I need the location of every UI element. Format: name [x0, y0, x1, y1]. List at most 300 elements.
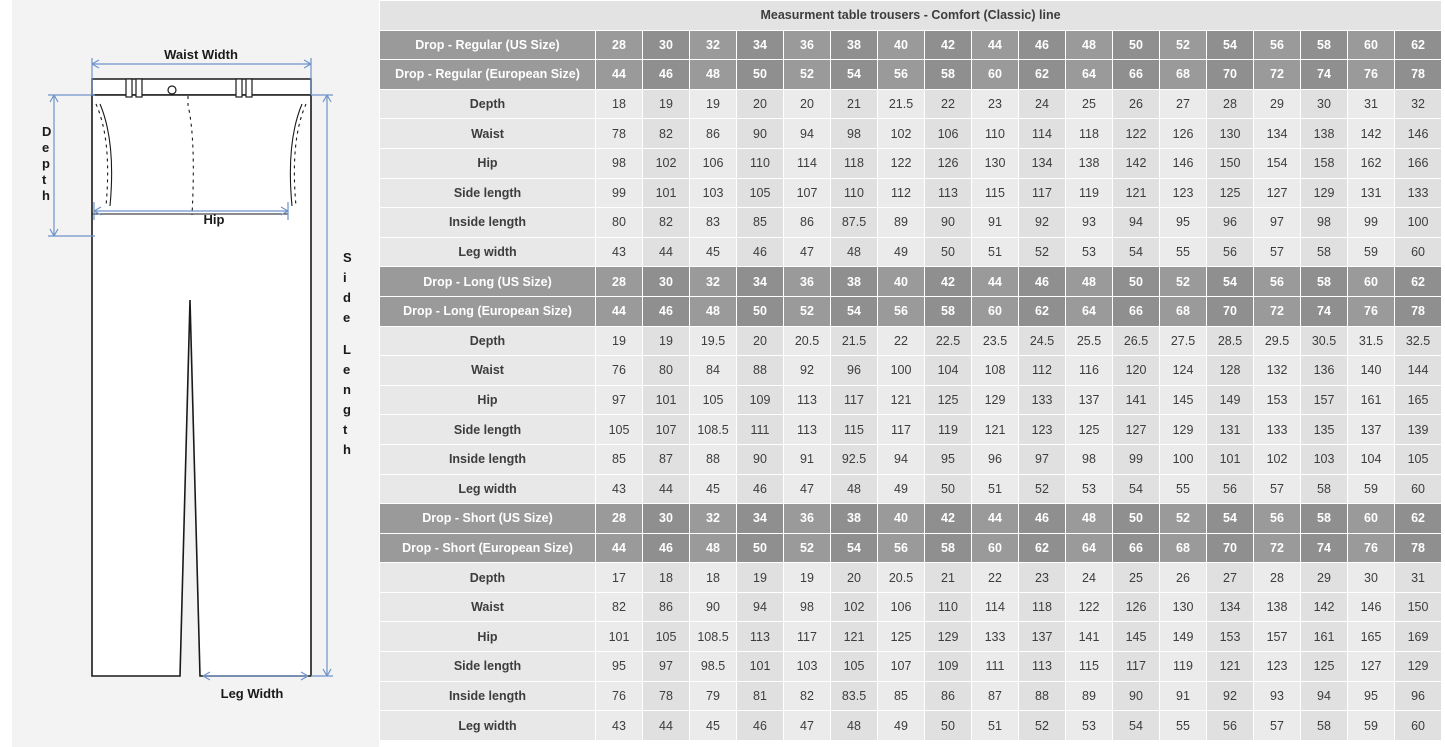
cell: 20: [784, 89, 831, 119]
cell: 90: [925, 208, 972, 238]
cell: 42: [925, 30, 972, 60]
cell: 107: [643, 415, 690, 445]
cell: 95: [925, 444, 972, 474]
cell: 60: [1348, 504, 1395, 534]
cell: 108.5: [690, 622, 737, 652]
cell: 96: [831, 356, 878, 386]
cell: 59: [1348, 237, 1395, 267]
table-row: [380, 208, 1445, 238]
cell: 137: [1066, 385, 1113, 415]
table-title-row: [380, 1, 1445, 31]
cell: 85: [878, 681, 925, 711]
cell: 29: [1301, 563, 1348, 593]
cell: 21: [925, 563, 972, 593]
cell: 48: [690, 296, 737, 326]
cell: 46: [737, 711, 784, 741]
cell: 101: [737, 652, 784, 682]
cell: 32: [690, 504, 737, 534]
svg-text:L: L: [343, 342, 351, 357]
cell: 95: [1348, 681, 1395, 711]
cell: 54: [831, 60, 878, 90]
cell: 136: [1301, 356, 1348, 386]
cell: 40: [878, 504, 925, 534]
cell: 111: [972, 652, 1019, 682]
svg-text:e: e: [343, 362, 351, 377]
cell: 28: [596, 267, 643, 297]
cell: 74: [1301, 60, 1348, 90]
svg-text:i: i: [343, 270, 347, 285]
cell: 19: [643, 89, 690, 119]
cell: 44: [972, 267, 1019, 297]
row-header-short-leg-width: Leg width: [380, 711, 596, 741]
cell: 98: [596, 148, 643, 178]
row-spacer: [1442, 237, 1445, 267]
cell: 129: [1301, 178, 1348, 208]
cell: 101: [596, 622, 643, 652]
cell: 52: [1019, 474, 1066, 504]
cell: 30.5: [1301, 326, 1348, 356]
cell: 57: [1254, 474, 1301, 504]
cell: 19: [690, 89, 737, 119]
cell: 44: [643, 711, 690, 741]
cell: 68: [1160, 533, 1207, 563]
table-row: [380, 592, 1445, 622]
cell: 22: [878, 326, 925, 356]
cell: 138: [1254, 592, 1301, 622]
table-row: [380, 385, 1445, 415]
cell: 20: [737, 89, 784, 119]
cell: 98: [784, 592, 831, 622]
cell: 121: [1207, 652, 1254, 682]
cell: 78: [1395, 60, 1442, 90]
cell: 60: [1348, 267, 1395, 297]
cell: 130: [972, 148, 1019, 178]
cell: 86: [643, 592, 690, 622]
row-spacer: [1442, 652, 1445, 682]
row-spacer: [1442, 178, 1445, 208]
cell: 47: [784, 474, 831, 504]
cell: 82: [643, 119, 690, 149]
cell: 52: [784, 533, 831, 563]
cell: 161: [1301, 622, 1348, 652]
cell: 64: [1066, 296, 1113, 326]
cell: 64: [1066, 60, 1113, 90]
cell: 19.5: [690, 326, 737, 356]
cell: 153: [1254, 385, 1301, 415]
cell: 50: [1113, 504, 1160, 534]
row-header-regular-leg-width: Leg width: [380, 237, 596, 267]
cell: 76: [596, 356, 643, 386]
cell: 28: [1207, 89, 1254, 119]
cell: 116: [1066, 356, 1113, 386]
cell: 114: [1019, 119, 1066, 149]
cell: 46: [643, 533, 690, 563]
cell: 54: [1207, 267, 1254, 297]
cell: 166: [1395, 148, 1442, 178]
svg-text:t: t: [42, 172, 47, 187]
cell: 126: [1160, 119, 1207, 149]
cell: 36: [784, 267, 831, 297]
cell: 141: [1066, 622, 1113, 652]
table-row: [380, 326, 1445, 356]
cell: 93: [1254, 681, 1301, 711]
cell: 110: [737, 148, 784, 178]
cell: 129: [1160, 415, 1207, 445]
cell: 80: [643, 356, 690, 386]
cell: 58: [1301, 30, 1348, 60]
cell: 98: [1066, 444, 1113, 474]
cell: 23: [1019, 563, 1066, 593]
cell: 113: [925, 178, 972, 208]
cell: 53: [1066, 711, 1113, 741]
cell: 96: [972, 444, 1019, 474]
cell: 52: [1019, 711, 1066, 741]
cell: 30: [643, 30, 690, 60]
cell: 117: [784, 622, 831, 652]
cell: 30: [643, 504, 690, 534]
cell: 127: [1254, 178, 1301, 208]
row-header-long-hip: Hip: [380, 385, 596, 415]
cell: 92: [1207, 681, 1254, 711]
cell: 66: [1113, 60, 1160, 90]
table-row: [380, 89, 1445, 119]
cell: 49: [878, 237, 925, 267]
row-spacer: [1442, 504, 1445, 534]
cell: 46: [1019, 504, 1066, 534]
cell: 99: [596, 178, 643, 208]
cell: 58: [925, 533, 972, 563]
cell: 25.5: [1066, 326, 1113, 356]
cell: 17: [596, 563, 643, 593]
cell: 19: [643, 326, 690, 356]
label-waist-width: Waist Width: [164, 47, 238, 62]
cell: 97: [1019, 444, 1066, 474]
table-title-spacer: [1442, 1, 1445, 31]
cell: 56: [878, 533, 925, 563]
cell: 106: [878, 592, 925, 622]
cell: 114: [972, 592, 1019, 622]
cell: 38: [831, 267, 878, 297]
label-depth: D: [42, 124, 52, 139]
cell: 105: [737, 178, 784, 208]
cell: 133: [972, 622, 1019, 652]
cell: 86: [925, 681, 972, 711]
cell: 52: [1160, 267, 1207, 297]
cell: 22.5: [925, 326, 972, 356]
cell: 103: [1301, 444, 1348, 474]
cell: 44: [643, 237, 690, 267]
cell: 46: [737, 237, 784, 267]
row-header-long-depth: Depth: [380, 326, 596, 356]
row-header-long-drop-0: Drop - Long (US Size): [380, 267, 596, 297]
cell: 112: [1019, 356, 1066, 386]
cell: 55: [1160, 474, 1207, 504]
table-row: [380, 267, 1445, 297]
cell: 55: [1160, 237, 1207, 267]
cell: 88: [737, 356, 784, 386]
cell: 125: [878, 622, 925, 652]
row-spacer: [1442, 60, 1445, 90]
cell: 109: [737, 385, 784, 415]
cell: 131: [1348, 178, 1395, 208]
cell: 89: [878, 208, 925, 238]
cell: 25: [1113, 563, 1160, 593]
row-header-long-inside-length: Inside length: [380, 444, 596, 474]
cell: 21.5: [831, 326, 878, 356]
cell: 95: [596, 652, 643, 682]
cell: 70: [1207, 60, 1254, 90]
cell: 74: [1301, 296, 1348, 326]
cell: 87: [972, 681, 1019, 711]
svg-text:d: d: [343, 290, 351, 305]
cell: 105: [643, 622, 690, 652]
cell: 108.5: [690, 415, 737, 445]
cell: 121: [878, 385, 925, 415]
cell: 85: [737, 208, 784, 238]
cell: 38: [831, 30, 878, 60]
cell: 117: [1113, 652, 1160, 682]
cell: 125: [1301, 652, 1348, 682]
cell: 131: [1207, 415, 1254, 445]
table-row: [380, 30, 1445, 60]
cell: 98.5: [690, 652, 737, 682]
cell: 129: [972, 385, 1019, 415]
cell: 54: [1113, 474, 1160, 504]
cell: 23: [972, 89, 1019, 119]
cell: 158: [1301, 148, 1348, 178]
cell: 119: [1160, 652, 1207, 682]
cell: 54: [1113, 711, 1160, 741]
cell: 78: [1395, 533, 1442, 563]
row-spacer: [1442, 415, 1445, 445]
cell: 56: [1254, 504, 1301, 534]
cell: 29: [1254, 89, 1301, 119]
row-header-short-depth: Depth: [380, 563, 596, 593]
cell: 133: [1395, 178, 1442, 208]
table-row: [380, 356, 1445, 386]
cell: 113: [1019, 652, 1066, 682]
cell: 44: [972, 30, 1019, 60]
cell: 26: [1113, 89, 1160, 119]
cell: 40: [878, 267, 925, 297]
cell: 87: [643, 444, 690, 474]
cell: 64: [1066, 533, 1113, 563]
cell: 44: [596, 60, 643, 90]
cell: 76: [596, 681, 643, 711]
cell: 56: [1254, 267, 1301, 297]
cell: 66: [1113, 533, 1160, 563]
cell: 122: [1113, 119, 1160, 149]
cell: 100: [1395, 208, 1442, 238]
cell: 52: [1160, 504, 1207, 534]
cell: 56: [1207, 711, 1254, 741]
cell: 28: [1254, 563, 1301, 593]
cell: 36: [784, 504, 831, 534]
cell: 21.5: [878, 89, 925, 119]
cell: 48: [1066, 504, 1113, 534]
cell: 104: [1348, 444, 1395, 474]
cell: 96: [1207, 208, 1254, 238]
cell: 87.5: [831, 208, 878, 238]
cell: 105: [831, 652, 878, 682]
cell: 92: [1019, 208, 1066, 238]
cell: 55: [1160, 711, 1207, 741]
cell: 32.5: [1395, 326, 1442, 356]
cell: 60: [1395, 237, 1442, 267]
cell: 142: [1348, 119, 1395, 149]
cell: 51: [972, 474, 1019, 504]
cell: 30: [1301, 89, 1348, 119]
cell: 54: [831, 533, 878, 563]
cell: 43: [596, 474, 643, 504]
cell: 95: [1160, 208, 1207, 238]
cell: 48: [690, 60, 737, 90]
cell: 165: [1348, 622, 1395, 652]
row-header-short-hip: Hip: [380, 622, 596, 652]
table-row: [380, 533, 1445, 563]
cell: 30: [1348, 563, 1395, 593]
cell: 144: [1395, 356, 1442, 386]
cell: 140: [1348, 356, 1395, 386]
cell: 83.5: [831, 681, 878, 711]
cell: 105: [690, 385, 737, 415]
cell: 45: [690, 711, 737, 741]
cell: 45: [690, 474, 737, 504]
cell: 108: [972, 356, 1019, 386]
svg-text:n: n: [343, 382, 351, 397]
cell: 121: [972, 415, 1019, 445]
cell: 146: [1348, 592, 1395, 622]
cell: 20: [831, 563, 878, 593]
row-header-short-drop-0: Drop - Short (US Size): [380, 504, 596, 534]
cell: 50: [925, 237, 972, 267]
cell: 50: [737, 60, 784, 90]
cell: 129: [925, 622, 972, 652]
cell: 91: [1160, 681, 1207, 711]
cell: 48: [831, 474, 878, 504]
cell: 137: [1019, 622, 1066, 652]
row-header-short-drop-1: Drop - Short (European Size): [380, 533, 596, 563]
row-header-regular-side-length: Side length: [380, 178, 596, 208]
cell: 118: [1066, 119, 1113, 149]
measurement-table-panel: [379, 0, 1445, 747]
cell: 78: [596, 119, 643, 149]
svg-text:h: h: [343, 442, 351, 457]
cell: 82: [643, 208, 690, 238]
row-header-regular-waist: Waist: [380, 119, 596, 149]
cell: 110: [925, 592, 972, 622]
svg-text:g: g: [343, 402, 351, 417]
svg-text:p: p: [42, 156, 50, 171]
cell: 153: [1207, 622, 1254, 652]
cell: 60: [1395, 711, 1442, 741]
table-row: [380, 60, 1445, 90]
cell: 58: [1301, 237, 1348, 267]
row-spacer: [1442, 30, 1445, 60]
cell: 46: [1019, 30, 1066, 60]
cell: 90: [690, 592, 737, 622]
row-spacer: [1442, 592, 1445, 622]
cell: 58: [925, 296, 972, 326]
cell: 20.5: [784, 326, 831, 356]
cell: 97: [643, 652, 690, 682]
cell: 94: [1113, 208, 1160, 238]
cell: 46: [1019, 267, 1066, 297]
cell: 23.5: [972, 326, 1019, 356]
cell: 138: [1301, 119, 1348, 149]
measurement-table-body: [380, 30, 1445, 740]
cell: 128: [1207, 356, 1254, 386]
cell: 125: [925, 385, 972, 415]
cell: 98: [1301, 208, 1348, 238]
cell: 99: [1348, 208, 1395, 238]
cell: 32: [690, 30, 737, 60]
cell: 130: [1160, 592, 1207, 622]
cell: 94: [878, 444, 925, 474]
cell: 52: [784, 60, 831, 90]
cell: 57: [1254, 237, 1301, 267]
cell: 32: [1395, 89, 1442, 119]
row-spacer: [1442, 119, 1445, 149]
cell: 70: [1207, 296, 1254, 326]
row-spacer: [1442, 208, 1445, 238]
cell: 97: [1254, 208, 1301, 238]
cell: 113: [784, 385, 831, 415]
cell: 88: [690, 444, 737, 474]
row-header-long-side-length: Side length: [380, 415, 596, 445]
cell: 59: [1348, 474, 1395, 504]
cell: 18: [690, 563, 737, 593]
table-row: [380, 148, 1445, 178]
cell: 60: [1348, 30, 1395, 60]
cell: 58: [925, 60, 972, 90]
cell: 60: [972, 533, 1019, 563]
cell: 50: [925, 474, 972, 504]
cell: 162: [1348, 148, 1395, 178]
cell: 48: [1066, 30, 1113, 60]
trouser-diagram-panel: [0, 0, 379, 747]
svg-text:h: h: [42, 188, 50, 203]
cell: 124: [1160, 356, 1207, 386]
row-header-long-leg-width: Leg width: [380, 474, 596, 504]
cell: 26.5: [1113, 326, 1160, 356]
cell: 26: [1160, 563, 1207, 593]
cell: 102: [878, 119, 925, 149]
cell: 58: [1301, 267, 1348, 297]
cell: 122: [878, 148, 925, 178]
cell: 154: [1254, 148, 1301, 178]
row-spacer: [1442, 711, 1445, 741]
cell: 107: [784, 178, 831, 208]
cell: 115: [831, 415, 878, 445]
cell: 18: [643, 563, 690, 593]
cell: 110: [831, 178, 878, 208]
cell: 127: [1113, 415, 1160, 445]
cell: 81: [737, 681, 784, 711]
table-row: [380, 296, 1445, 326]
measurement-table: [379, 0, 1445, 741]
cell: 47: [784, 711, 831, 741]
cell: 121: [1113, 178, 1160, 208]
svg-text:e: e: [343, 310, 351, 325]
cell: 27: [1207, 563, 1254, 593]
cell: 80: [596, 208, 643, 238]
cell: 56: [1207, 474, 1254, 504]
cell: 19: [596, 326, 643, 356]
cell: 60: [1395, 474, 1442, 504]
cell: 51: [972, 237, 1019, 267]
cell: 54: [831, 296, 878, 326]
